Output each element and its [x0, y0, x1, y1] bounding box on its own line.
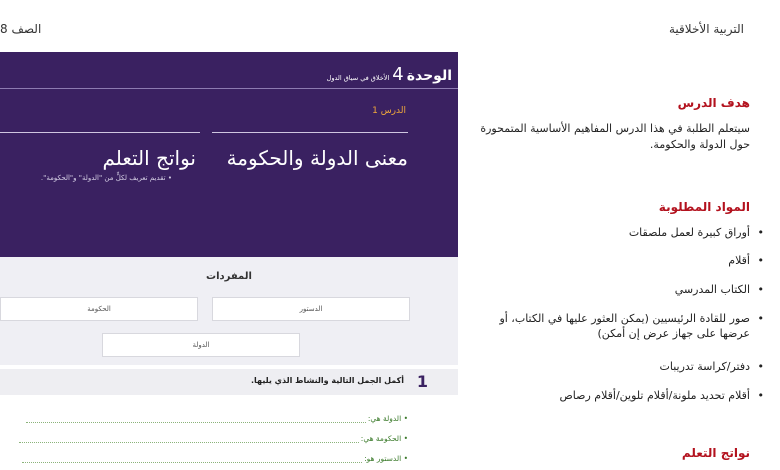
objective-heading: هدف الدرس — [677, 96, 750, 110]
fill-line-state: • الدولة هي: — [26, 414, 408, 423]
fill-line-constitution: • الدستور هو: — [22, 454, 408, 463]
vocabulary-section — [0, 257, 458, 365]
grade-header: الصف 8 — [0, 22, 42, 36]
materials-item: • صور للقادة الرئيسيين (يمكن العثور عليها في الكتاب، أو عرضها على جهاز عرض إن أمكن) — [499, 312, 764, 340]
materials-item: • أقلام تحديد ملونة/أقلام تلوين/أقلام رصاص — [559, 389, 764, 402]
unit-label: الوحدة4الأخلاق في سياق الدول — [326, 64, 452, 85]
vocab-box-constitution: الدستور — [212, 297, 410, 321]
vocab-box-government: الحكومة — [0, 297, 198, 321]
lesson-title: معنى الدولة والحكومة — [226, 146, 408, 170]
lesson-number: الدرس 1 — [372, 106, 406, 116]
objective-text: سيتعلم الطلبة في هذا الدرس المفاهيم الأساسية المتمحورة حول الدولة والحكومة. — [480, 122, 750, 151]
lesson-divider — [212, 132, 408, 133]
materials-item: • دفتر/كراسة تدريبات — [659, 360, 764, 373]
outcomes-divider — [0, 132, 200, 133]
outcomes-heading: نواتج التعلم — [681, 446, 750, 460]
outcomes-title: نواتج التعلم — [102, 146, 196, 170]
activity-header — [0, 369, 458, 395]
activity-instructions: أكمل الجمل التالية والنشاط الذي يليها. — [251, 376, 404, 385]
activity-number: 1 — [416, 372, 428, 391]
unit-divider — [0, 88, 458, 89]
materials-item: • أقلام — [728, 254, 764, 267]
vocabulary-title: المفردات — [206, 271, 252, 282]
vocab-box-state: الدولة — [102, 333, 300, 357]
lesson-banner — [0, 52, 458, 257]
materials-item: • الكتاب المدرسي — [674, 283, 764, 296]
outcome-bullet: • تقديم تعريف لكلٍّ من "الدولة" و"الحكومة". — [40, 174, 172, 182]
subject-header: التربية الأخلاقية — [669, 22, 744, 36]
materials-heading: المواد المطلوبة — [658, 200, 750, 214]
materials-item: • أوراق كبيرة لعمل ملصقات — [628, 226, 764, 239]
fill-line-government: • الحكومة هي: — [19, 434, 408, 443]
textbook-page — [0, 52, 458, 470]
